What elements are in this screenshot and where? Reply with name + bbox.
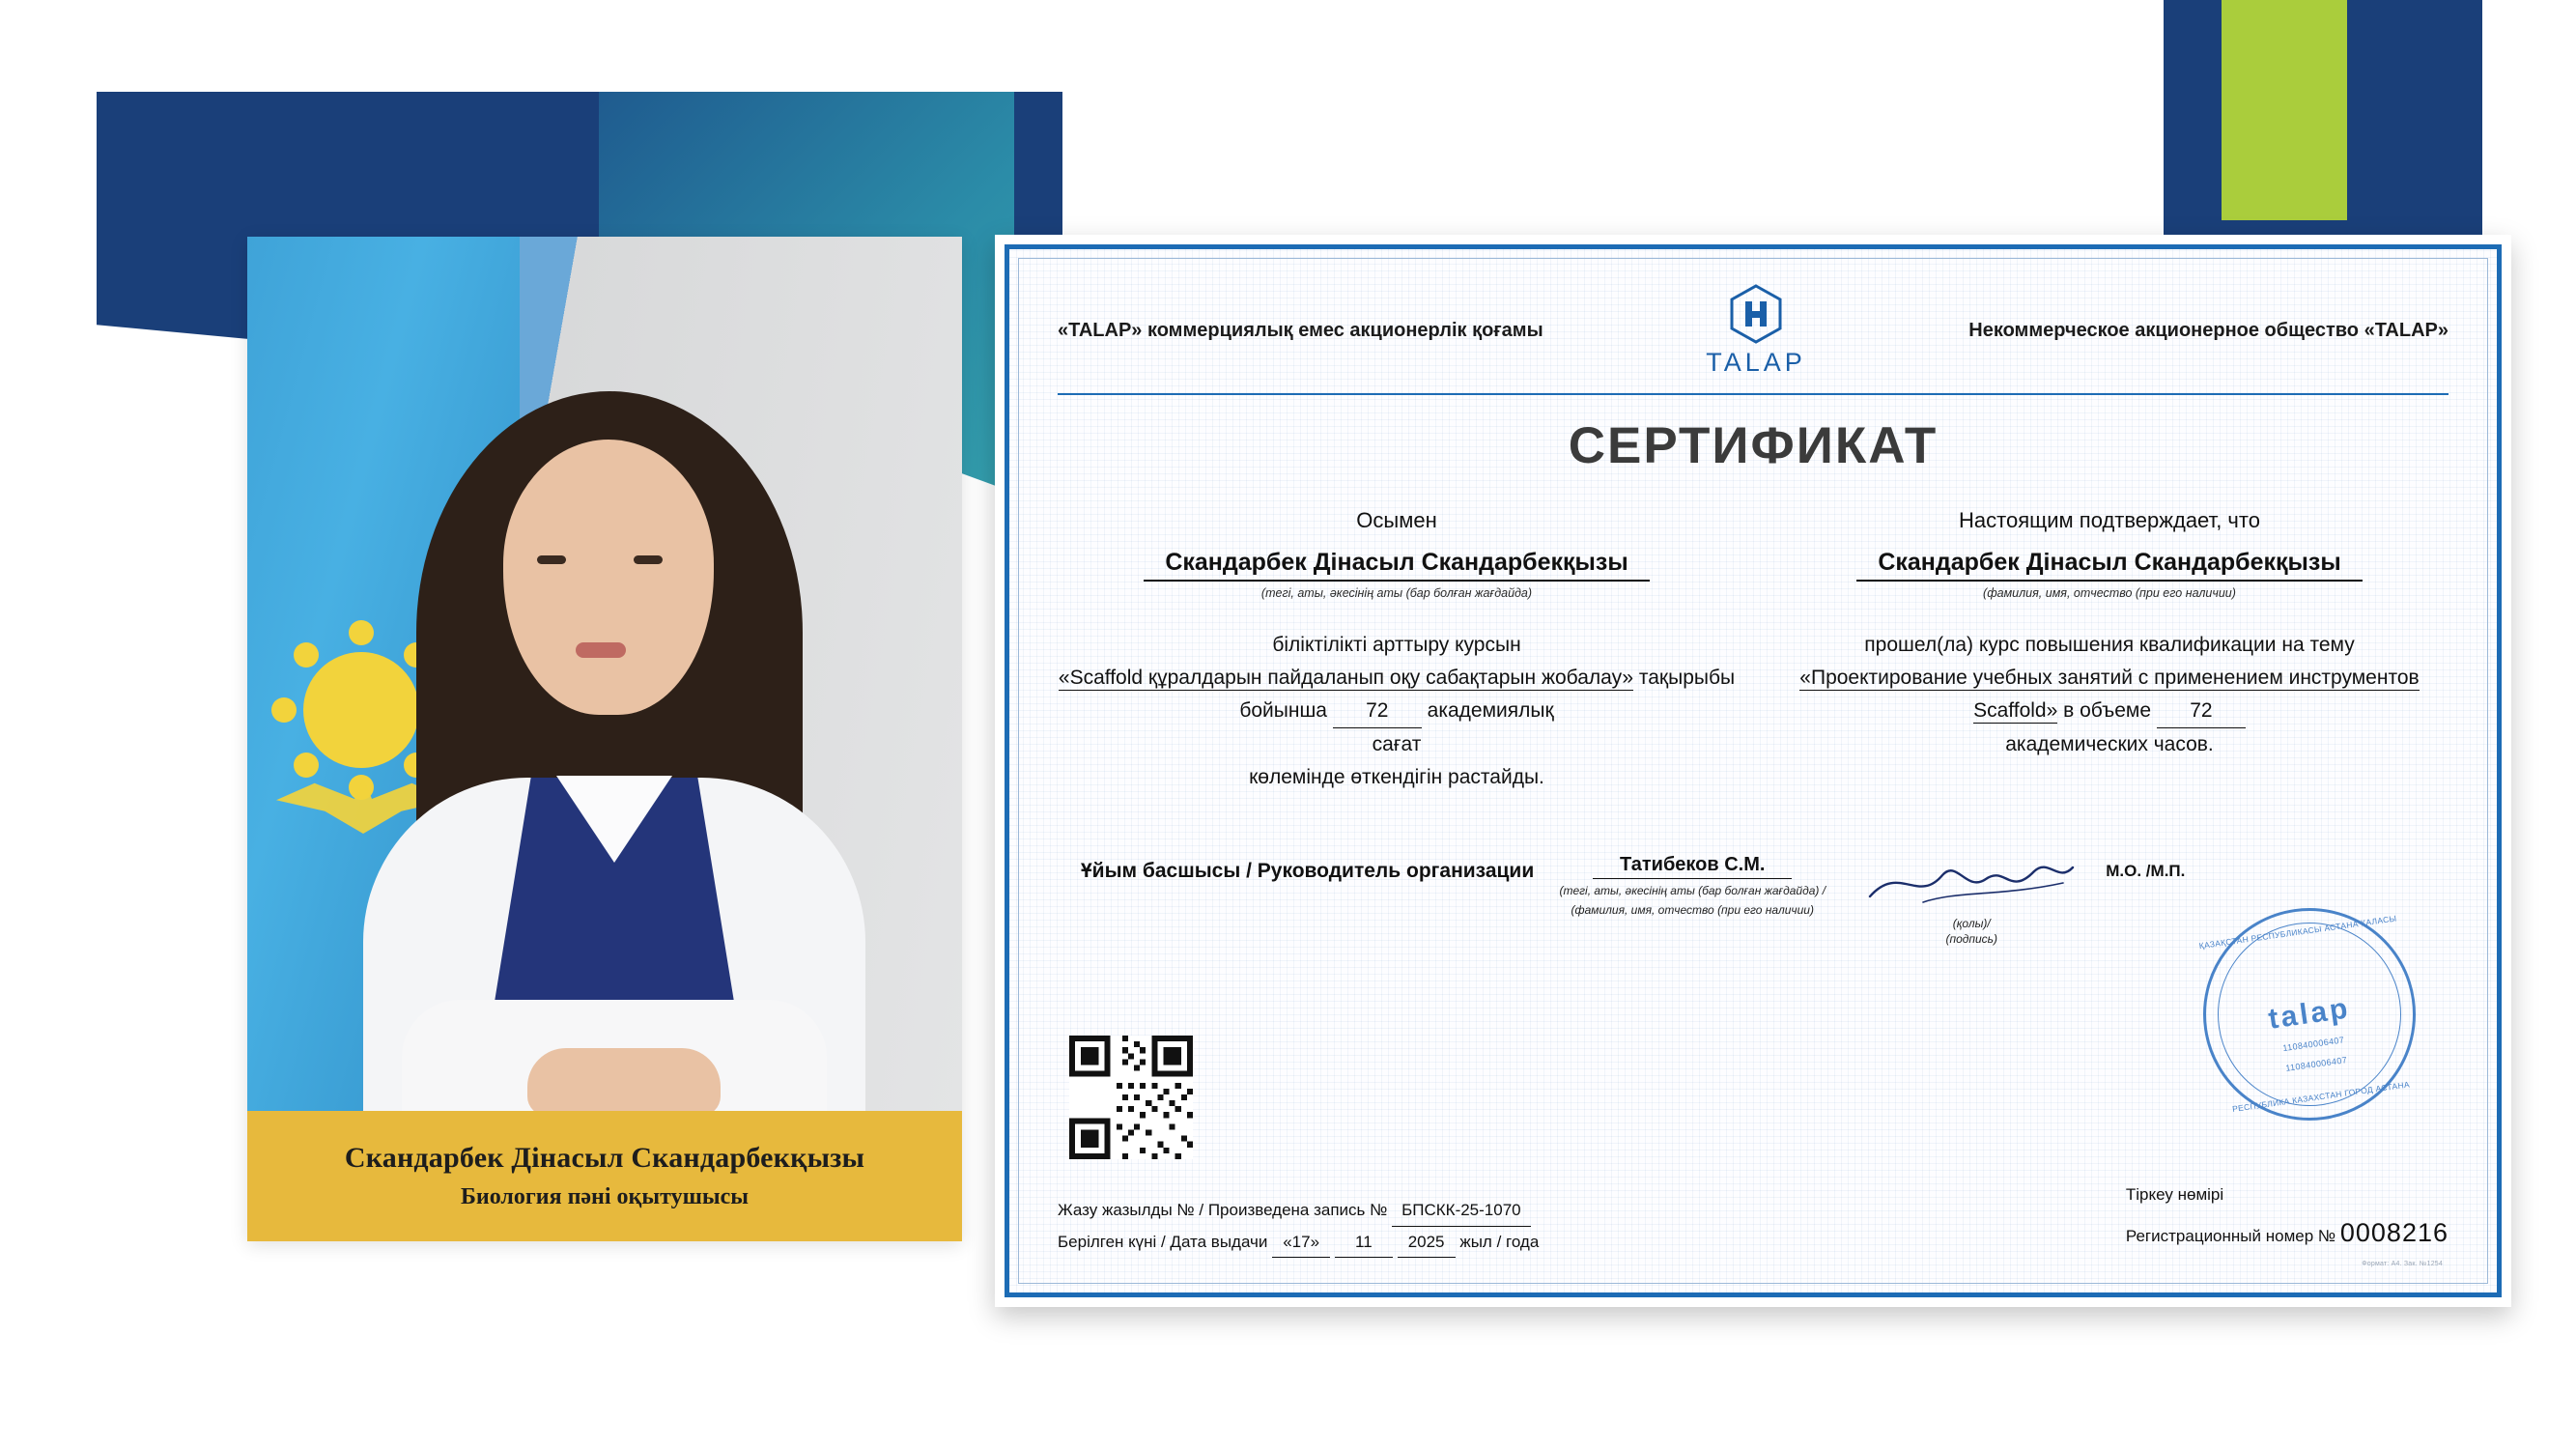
stamp-text-top: ҚАЗАҚСТАН РЕСПУБЛИКАСЫ АСТАНА ҚАЛАСЫ	[2198, 913, 2397, 952]
signatory-caption-ru: (фамилия, имя, отчество (при его наличии)	[1571, 903, 1814, 918]
header-divider	[1058, 393, 2449, 395]
stamp-text-bottom: РЕСПУБЛИКА КАЗАХСТАН ГОРОД АСТАНА	[2231, 1079, 2411, 1115]
kk-lead: Осымен	[1356, 508, 1437, 532]
certificate-columns	[1058, 508, 2449, 794]
certificate-footer	[1058, 1179, 2449, 1258]
ru-name-caption: (фамилия, имя, отчество (при его наличии)	[1983, 586, 2236, 600]
kk-line2a: тақырыбы бойынша	[1239, 667, 1736, 723]
kk-line4: көлемінде өткендігін растайды.	[1249, 766, 1544, 789]
talap-logo-icon	[1729, 284, 1783, 344]
talap-logo-word: TALAP	[1706, 348, 1806, 377]
reg-label-kk: Тіркеу нөмірі	[2125, 1184, 2224, 1204]
certificate-document	[995, 235, 2511, 1307]
date-year: 2025	[1398, 1227, 1456, 1258]
footer-left	[1058, 1195, 1539, 1258]
date-day: «17»	[1272, 1227, 1330, 1258]
talap-logo	[1664, 284, 1848, 378]
ru-line1: прошел(ла) курс повышения квалификации на тему	[1864, 634, 2355, 656]
certificate-outer-border	[1005, 244, 2502, 1297]
portrait-hands	[527, 1048, 721, 1111]
ru-line2a: в объеме	[2063, 699, 2152, 723]
portrait-lips	[576, 642, 626, 658]
handwritten-signature-icon	[1865, 854, 2078, 910]
reg-line	[2126, 1209, 2449, 1258]
kk-body	[1058, 629, 1736, 794]
portrait-face	[503, 440, 714, 715]
person-name: Скандарбек Дінасыл Скандарбекқызы	[344, 1142, 865, 1174]
kk-name-caption: (тегі, аты, әкесінің аты (бар болған жағдайда)	[1260, 586, 1533, 600]
kk-line1: біліктілікті арттыру курсын	[1272, 634, 1521, 656]
seal-place-label: М.О. /М.П.	[2106, 862, 2186, 881]
record-value: БПСКК-25-1070	[1392, 1195, 1531, 1226]
ru-hours: 72	[2157, 695, 2246, 728]
reg-label-ru: Регистрационный номер №	[2125, 1227, 2336, 1246]
certificate-title: СЕРТИФИКАТ	[1568, 417, 1939, 474]
kk-topic: «Scaffold құралдарын пайдаланып оқу сабақтарын жобалау»	[1058, 667, 1634, 690]
photo-caption	[247, 1111, 962, 1241]
ru-recipient-name: Скандарбек Дінасыл Скандарбекқызы	[1856, 549, 2362, 582]
ru-lead: Настоящим подтверждает, что	[1959, 508, 2260, 532]
certificate-column-ru	[1770, 508, 2449, 794]
date-line	[1058, 1227, 1539, 1258]
signature-caption-kk: (қолы)/	[1952, 917, 1991, 931]
certificate-inner-border	[1018, 258, 2488, 1284]
header-text-ru: Некоммерческое акционерное общество «TALAP»	[1968, 320, 2449, 341]
ru-topic: «Проектирование учебных занятий с применением инструментов Scaffold»	[1799, 667, 2420, 723]
kk-line3: сағат	[1372, 733, 1422, 756]
signature-mark-block	[1851, 854, 2092, 946]
print-credit: Формат: А4. Зак. №1254	[2362, 1261, 2443, 1267]
signatory-caption-kk: (тегі, аты, әкесінің аты (бар болған жағдайда) /	[1559, 884, 1826, 898]
footer-right	[2126, 1179, 2449, 1258]
portrait-photo	[247, 237, 962, 1111]
header-text-kk: «TALAP» коммерциялық емес акционерлік қоғамы	[1058, 320, 1543, 341]
qr-code[interactable]	[1069, 1036, 1193, 1159]
certificate-header	[1058, 284, 2449, 387]
date-month: 11	[1335, 1227, 1393, 1258]
date-suffix: жыл / года	[1459, 1232, 1540, 1251]
person-role: Биология пәні оқытушысы	[461, 1184, 749, 1209]
stamp-bin-ru: 110840006407	[2284, 1055, 2348, 1073]
signatory-block	[1547, 854, 1837, 918]
ru-line3: академических часов.	[2005, 733, 2214, 756]
signature-caption-ru: (подпись)	[1945, 932, 1997, 947]
date-label: Берілген күні / Дата выдачи	[1058, 1232, 1268, 1251]
kk-line2b: академиялық	[1427, 699, 1554, 723]
record-label: Жазу жазылды № / Произведена запись №	[1058, 1201, 1388, 1220]
photo-card	[247, 237, 962, 1241]
certificate-column-kk	[1058, 508, 1736, 794]
reg-number: 0008216	[2339, 1218, 2449, 1248]
decor-green-shape	[2222, 0, 2347, 220]
signatory-name: Татибеков С.М.	[1593, 854, 1792, 879]
stamp-center-text: talap	[2266, 992, 2353, 1036]
flag-sun-icon	[303, 652, 419, 768]
stamp-bin-kk: 110840006407	[2281, 1034, 2345, 1053]
portrait-eye-left	[537, 555, 566, 564]
ru-body	[1770, 629, 2449, 761]
record-line	[1058, 1195, 1539, 1226]
kk-hours: 72	[1333, 695, 1422, 728]
signature-row	[1058, 854, 2449, 946]
kk-recipient-name: Скандарбек Дінасыл Скандарбекқызы	[1144, 549, 1649, 582]
portrait-eye-right	[634, 555, 663, 564]
signature-label: Ұйым басшысы / Руководитель организации	[1081, 860, 1535, 883]
